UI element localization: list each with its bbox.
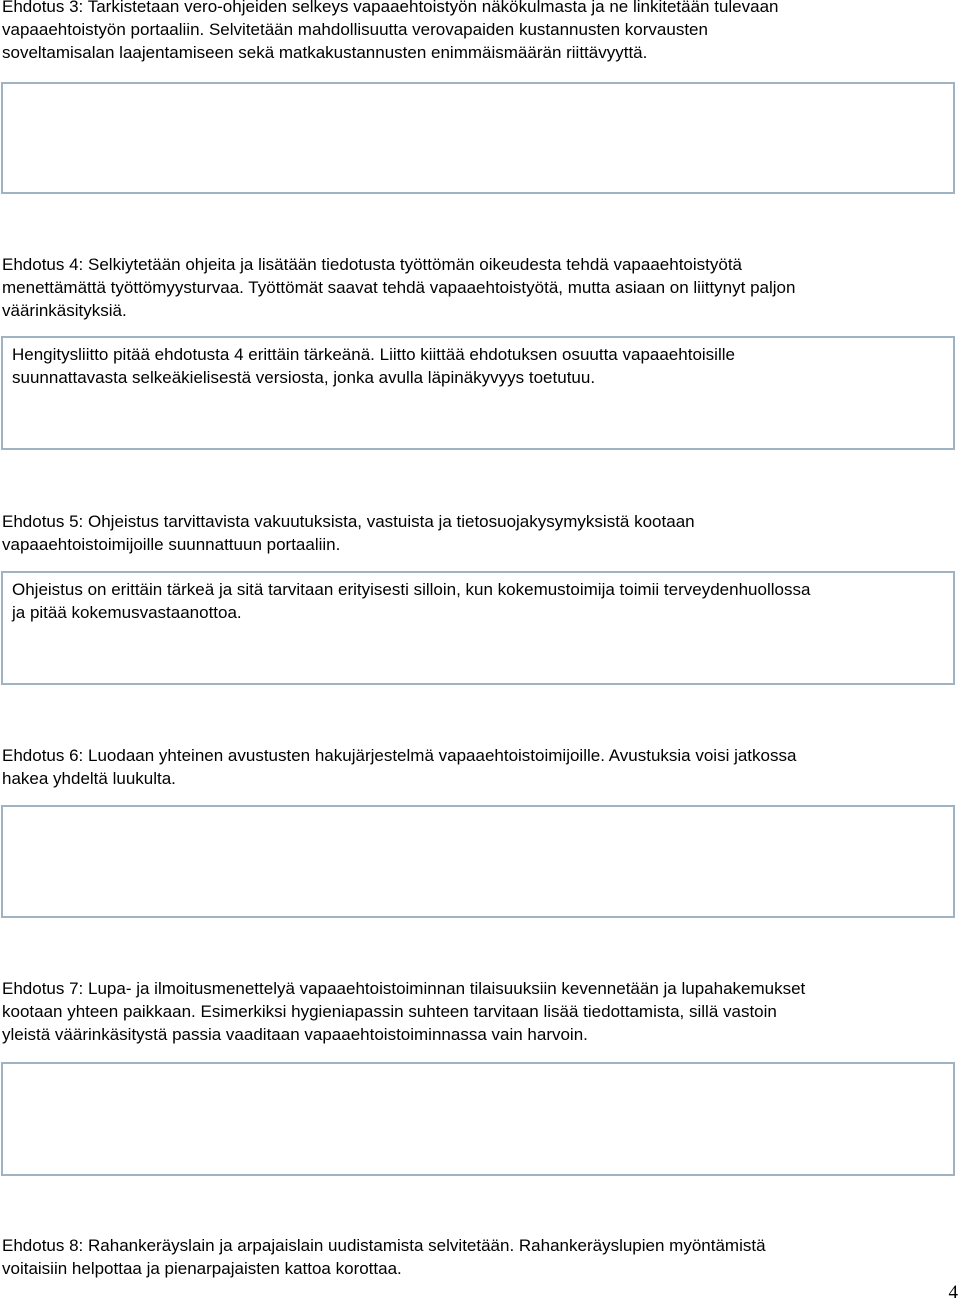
proposal-6-text [2,744,948,790]
answer-5-line: ja pitää kokemusvastaanottoa. [12,603,242,622]
answer-6-field[interactable] [1,805,955,918]
proposal-5-line: vapaaehtoistoimijoille suunnattuun portaaliin. [2,535,341,554]
proposal-7-text [2,977,948,1046]
proposal-5-text [2,510,948,556]
proposal-4-line: menettämättä työttömyysturvaa. Työttömät saavat tehdä vapaaehtoistyötä, mutta asiaan on liittynyt paljon [2,278,796,297]
answer-4-field[interactable] [1,336,955,450]
proposal-3-line: vapaaehtoistyön portaaliin. Selvitetään mahdollisuutta verovapaiden kustannusten korvausten [2,20,708,39]
proposal-3-text [2,0,948,64]
answer-4-line: suunnattavasta selkeäkielisestä versiosta, jonka avulla läpinäkyvyys toetutuu. [12,368,596,387]
proposal-6-line: Ehdotus 6: Luodaan yhteinen avustusten hakujärjestelmä vapaaehtoistoimijoille. Avustuksia voisi jatkossa [2,746,797,765]
proposal-4-line: väärinkäsityksiä. [2,301,127,320]
proposal-4-text [2,253,948,322]
proposal-6-line: hakea yhdeltä luukulta. [2,769,176,788]
answer-4-line: Hengitysliitto pitää ehdotusta 4 erittäin tärkeänä. Liitto kiittää ehdotuksen osuutta vapaaehtoisille [12,345,735,364]
proposal-3-line: Ehdotus 3: Tarkistetaan vero-ohjeiden selkeys vapaaehtoistyön näkökulmasta ja ne linkitetään tulevaan [2,0,779,16]
proposal-5-line: Ehdotus 5: Ohjeistus tarvittavista vakuutuksista, vastuista ja tietosuojakysymyksistä kootaan [2,512,695,531]
proposal-4-line: Ehdotus 4: Selkiytetään ohjeita ja lisätään tiedotusta työttömän oikeudesta tehdä vapaaehtoistyötä [2,255,742,274]
page-number: 4 [948,1282,958,1303]
answer-5-text [12,578,810,624]
answer-5-line: Ohjeistus on erittäin tärkeä ja sitä tarvitaan erityisesti silloin, kun kokemustoimija toimii terveydenhuollossa [12,580,811,599]
proposal-7-line: yleistä väärinkäsitystä passia vaaditaan vapaaehtoistoiminnassa vain harvoin. [2,1025,588,1044]
answer-3-field[interactable] [1,82,955,194]
proposal-7-line: kootaan yhteen paikkaan. Esimerkiksi hygieniapassin suhteen tarvitaan lisää tiedottamista, sillä vastoin [2,1002,777,1021]
proposal-8-line: Ehdotus 8: Rahankeräyslain ja arpajaislain uudistamista selvitetään. Rahankeräyslupien myöntämistä [2,1236,766,1255]
answer-5-field[interactable] [1,571,955,685]
answer-4-text [12,343,735,389]
proposal-8-line: voitaisiin helpottaa ja pienarpajaisten kattoa korottaa. [2,1259,402,1278]
proposal-8-text [2,1234,948,1280]
proposal-7-line: Ehdotus 7: Lupa- ja ilmoitusmenettelyä vapaaehtoistoiminnan tilaisuuksiin kevennetään ja lupahakemukset [2,979,806,998]
answer-7-field[interactable] [1,1062,955,1176]
proposal-3-line: soveltamisalan laajentamiseen sekä matkakustannusten enimmäismäärän riittävyyttä. [2,43,648,62]
